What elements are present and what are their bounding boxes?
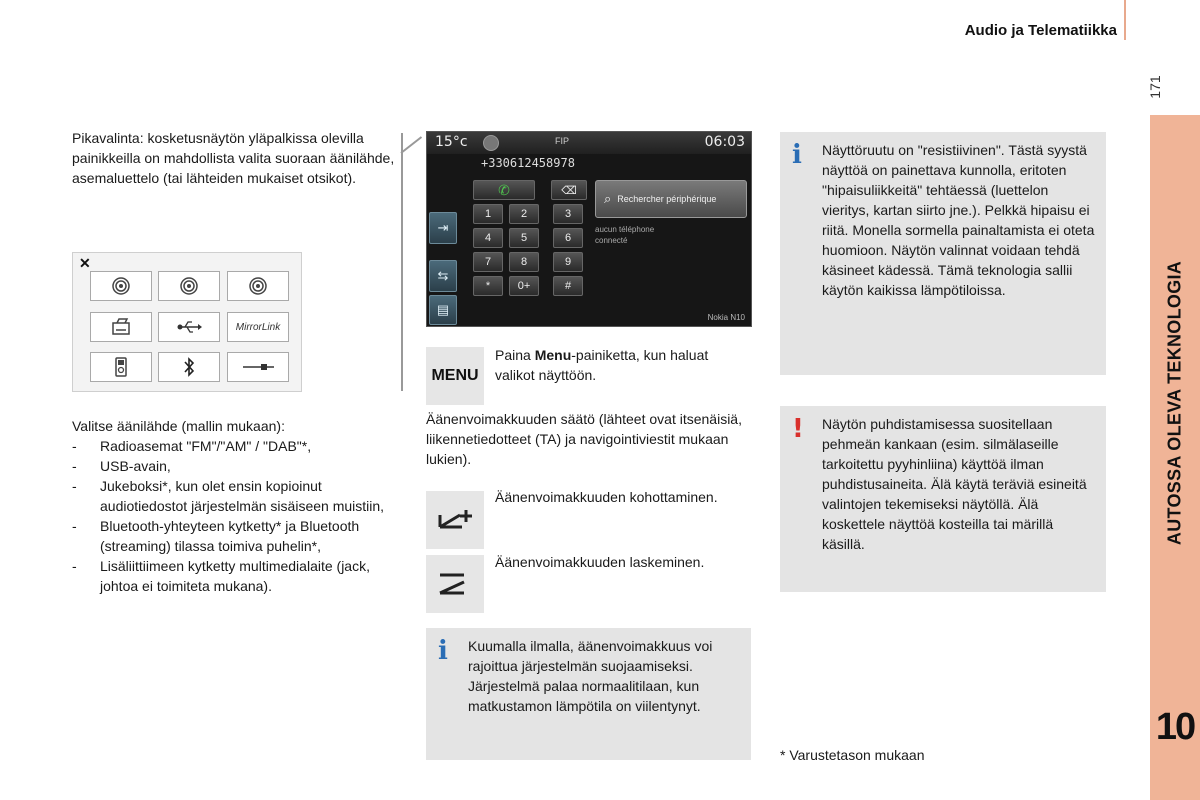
- close-icon[interactable]: ✕: [79, 255, 91, 271]
- bluetooth-search-icon: ⌕: [604, 191, 612, 206]
- keypad-key[interactable]: 3: [553, 204, 583, 224]
- cold-weather-note: [426, 628, 751, 760]
- touchscreen-image: [426, 131, 752, 327]
- source-selection-panel: [72, 252, 302, 392]
- menu-text-prefix: Paina: [495, 347, 535, 363]
- note-text: Näytön puhdistamisessa suositellaan pehmeän kankaan (esim. silmälaseille tarkoitettu pyyhinliina) käyttöä ilman puhdistusaineita. Älä käytä teräviä esineitä valintojen tekemiseksi näytöllä. Älä koskettele näyttöä kosteilla tai märillä käsillä.: [822, 416, 1087, 552]
- volume-down-icon: [426, 555, 484, 613]
- volume-up-icon: [426, 491, 484, 549]
- chapter-title-container: [1150, 115, 1200, 690]
- cleaning-warning-note: [780, 406, 1106, 592]
- intro-paragraph: Pikavalinta: kosketusnäytön yläpalkissa olevilla painikkeilla on mahdollista valita suoraan äänilähde, asemaluettelo (tai lähteiden mukaiset otsikot).: [72, 130, 395, 186]
- volume-down-text: Äänenvoimakkuuden laskeminen.: [495, 554, 705, 570]
- jukebox-icon: [111, 318, 131, 336]
- dialed-number: +330612458978: [481, 156, 575, 170]
- exit-icon[interactable]: ⇥: [429, 212, 457, 244]
- jukebox-button[interactable]: [90, 312, 152, 342]
- chapter-title: AUTOSSA OLEVA TEKNOLOGIA: [1164, 260, 1185, 545]
- keypad-key[interactable]: 5: [509, 228, 539, 248]
- screen-top-bar: [427, 132, 751, 154]
- keypad-key[interactable]: 9: [553, 252, 583, 272]
- mirrorlink-button[interactable]: [227, 312, 289, 342]
- source-list: [72, 416, 402, 596]
- menu-button-icon: MENU: [426, 347, 484, 405]
- radio-wave-icon: [179, 276, 199, 296]
- phone-status-line: connecté: [595, 236, 628, 245]
- keypad-key[interactable]: 7: [473, 252, 503, 272]
- device-name: Nokia N10: [707, 313, 745, 322]
- screen-time: 06:03: [704, 134, 745, 150]
- search-device-label: Rechercher périphérique: [617, 194, 717, 204]
- phone-status: [595, 224, 695, 246]
- list-item: - Lisäliittiimeen kytketty multimedialaite (jack, johtoa ei toimiteta mukana).: [72, 556, 402, 596]
- screen-station[interactable]: FIP: [554, 136, 569, 146]
- jack-icon: [241, 362, 275, 372]
- info-icon: i: [792, 140, 802, 170]
- bluetooth-button[interactable]: [158, 352, 220, 382]
- ipod-button[interactable]: [90, 352, 152, 382]
- source-shortcut-icon[interactable]: [483, 135, 499, 151]
- keypad-key[interactable]: 2: [509, 204, 539, 224]
- jack-button[interactable]: [227, 352, 289, 382]
- usb-icon: [176, 320, 202, 334]
- phone-status-line: aucun téléphone: [595, 225, 655, 234]
- backspace-button[interactable]: ⌫: [551, 180, 587, 200]
- keypad-key[interactable]: 0+: [509, 276, 539, 296]
- keypad-key[interactable]: *: [473, 276, 503, 296]
- list-item: - Bluetooth-yhteyteen kytketty* ja Bluetooth (streaming) tilassa toimiva puhelin*,: [72, 516, 402, 556]
- info-icon: i: [438, 636, 448, 666]
- list-item: - Jukeboksi*, kun olet ensin kopioinut audiotiedostot järjestelmän sisäiseen muistiin,: [72, 476, 402, 516]
- keypad-key[interactable]: 8: [509, 252, 539, 272]
- radio-wave-icon: [111, 276, 131, 296]
- volume-description: Äänenvoimakkuuden säätö (lähteet ovat itsenäisiä, liikennetiedotteet (TA) ja navigointiviestit mukaan lukien).: [426, 411, 742, 467]
- note-text: Näyttöruutu on "resistiivinen". Tästä syystä näyttöä on painettava kunnolla, eritoten "hipaisuliikkeitä" tehtäessä (luettelon vieritys, kartan siirto jne.). Pelkkä hipaisu ei riitä. Monella sormella painaltamista ei oteta huomioon. Näytön valinnat voidaan tehdä käsineet kädessä. Tämä teknologia sallii käytön kaikissa lämpötiloissa.: [822, 142, 1095, 298]
- keypad-key[interactable]: 4: [473, 228, 503, 248]
- search-device-button[interactable]: [595, 180, 747, 218]
- mirrorlink-icon: MirrorLink: [235, 321, 281, 333]
- radio-am-button[interactable]: [158, 271, 220, 301]
- section-title: Audio ja Telematiikka: [964, 22, 1117, 39]
- call-log-icon[interactable]: ⇆: [429, 260, 457, 292]
- screen-temperature: 15°c: [435, 134, 468, 150]
- callout-line: [401, 133, 403, 391]
- ipod-icon: [115, 357, 127, 377]
- note-text: Kuumalla ilmalla, äänenvoimakkuus voi rajoittua järjestelmän suojaamiseksi. Järjestelmä palaa normaalitilaan, kun matkustamon lämpötila on viilentynyt.: [468, 638, 713, 714]
- page-number: 171: [1147, 75, 1163, 99]
- radio-dab-button[interactable]: [227, 271, 289, 301]
- footnote: * Varustetason mukaan: [780, 747, 925, 763]
- usb-button[interactable]: [158, 312, 220, 342]
- keypad-key[interactable]: #: [553, 276, 583, 296]
- radio-fm-button[interactable]: [90, 271, 152, 301]
- list-item: - USB-avain,: [72, 456, 402, 476]
- call-button[interactable]: ✆: [473, 180, 535, 200]
- header-divider: [1124, 0, 1126, 40]
- warning-icon: !: [792, 414, 804, 444]
- keypad-key[interactable]: 6: [553, 228, 583, 248]
- contacts-icon[interactable]: ▤: [429, 295, 457, 325]
- callout-pointer: [400, 136, 422, 154]
- resistive-screen-note: [780, 132, 1106, 375]
- chapter-number: 10: [1155, 706, 1195, 748]
- keypad-key[interactable]: 1: [473, 204, 503, 224]
- radio-wave-icon: [248, 276, 268, 296]
- menu-text-suffix: -painiketta, kun haluat valikot näyttöön.: [495, 347, 709, 383]
- source-list-heading: Valitse äänilähde (mallin mukaan):: [72, 418, 285, 434]
- menu-text-bold: Menu: [534, 347, 572, 363]
- menu-instruction: [495, 345, 745, 385]
- volume-up-text: Äänenvoimakkuuden kohottaminen.: [495, 489, 718, 505]
- bluetooth-icon: [183, 357, 195, 377]
- list-item: - Radioasemat "FM"/"AM" / "DAB"*,: [72, 436, 402, 456]
